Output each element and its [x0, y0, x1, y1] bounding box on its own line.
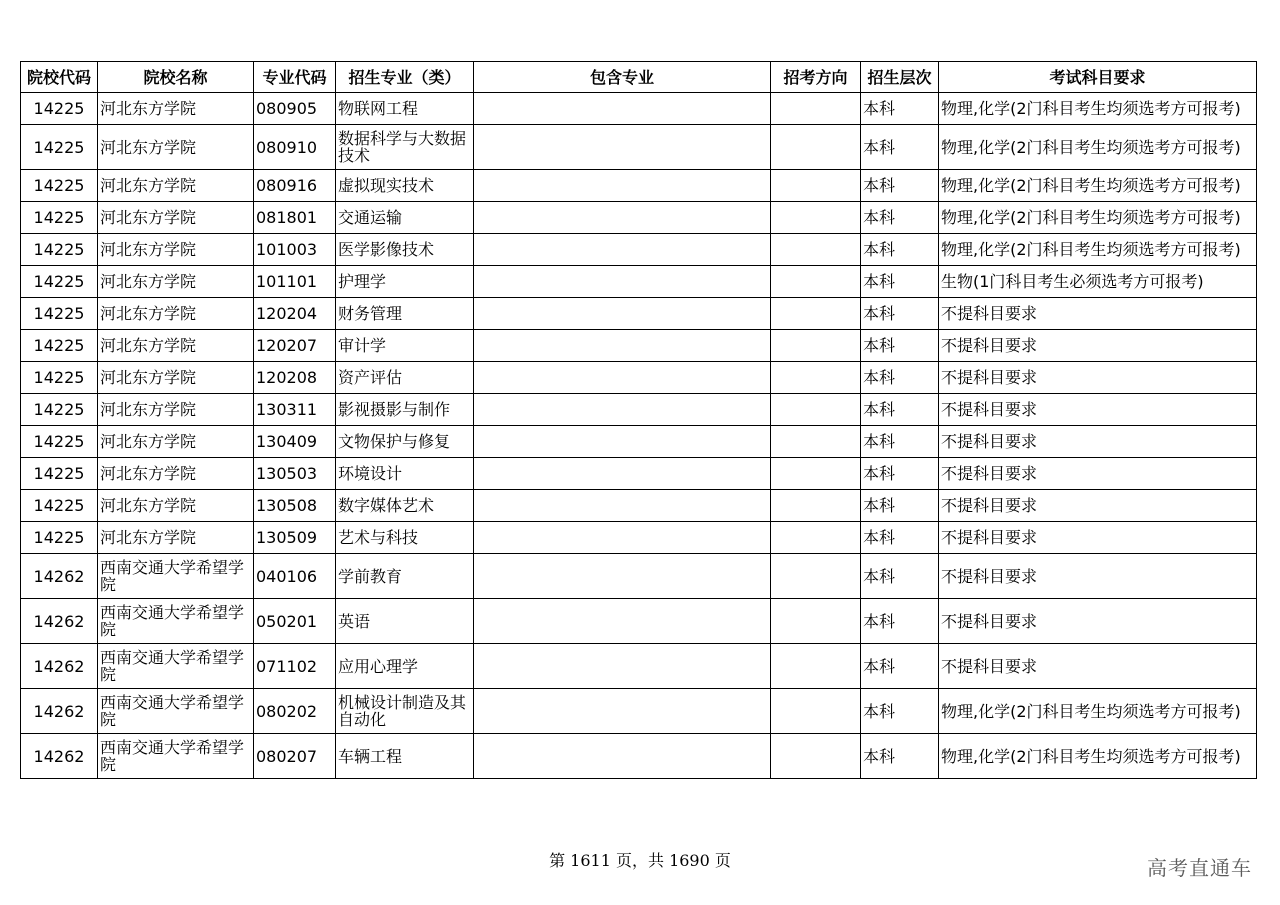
cell-included-majors	[474, 426, 771, 458]
cell-major-code: 120207	[254, 330, 336, 362]
cell-school-code: 14262	[21, 599, 98, 644]
cell-school-name: 西南交通大学希望学院	[98, 644, 254, 689]
table-row	[21, 170, 1257, 202]
cell-school-code: 14262	[21, 554, 98, 599]
cell-major: 环境设计	[336, 458, 474, 490]
cell-subject-requirement: 不提科目要求	[939, 330, 1257, 362]
cell-major: 学前教育	[336, 554, 474, 599]
cell-direction	[771, 202, 861, 234]
cell-direction	[771, 599, 861, 644]
cell-direction	[771, 554, 861, 599]
cell-school-code: 14225	[21, 394, 98, 426]
cell-major-code: 101101	[254, 266, 336, 298]
cell-included-majors	[474, 234, 771, 266]
header-direction: 招考方向	[771, 62, 861, 93]
cell-major-code: 081801	[254, 202, 336, 234]
cell-school-code: 14225	[21, 125, 98, 170]
cell-major: 物联网工程	[336, 93, 474, 125]
cell-major-code: 050201	[254, 599, 336, 644]
cell-included-majors	[474, 170, 771, 202]
cell-major: 文物保护与修复	[336, 426, 474, 458]
table-row	[21, 426, 1257, 458]
cell-included-majors	[474, 394, 771, 426]
cell-major-code: 080905	[254, 93, 336, 125]
cell-direction	[771, 266, 861, 298]
cell-subject-requirement: 物理,化学(2门科目考生均须选考方可报考)	[939, 202, 1257, 234]
admissions-table	[20, 61, 1257, 779]
cell-major-code: 071102	[254, 644, 336, 689]
cell-major: 数字媒体艺术	[336, 490, 474, 522]
cell-direction	[771, 522, 861, 554]
cell-level: 本科	[861, 599, 939, 644]
cell-school-code: 14262	[21, 734, 98, 779]
cell-school-code: 14225	[21, 490, 98, 522]
cell-school-name: 河北东方学院	[98, 426, 254, 458]
table-row	[21, 490, 1257, 522]
cell-major: 车辆工程	[336, 734, 474, 779]
cell-school-name: 河北东方学院	[98, 93, 254, 125]
cell-level: 本科	[861, 426, 939, 458]
cell-school-code: 14225	[21, 458, 98, 490]
cell-subject-requirement: 物理,化学(2门科目考生均须选考方可报考)	[939, 734, 1257, 779]
table-body	[21, 93, 1257, 779]
cell-major: 虚拟现实技术	[336, 170, 474, 202]
cell-subject-requirement: 不提科目要求	[939, 362, 1257, 394]
header-school-code: 院校代码	[21, 62, 98, 93]
header-level: 招生层次	[861, 62, 939, 93]
cell-major: 应用心理学	[336, 644, 474, 689]
table-row	[21, 362, 1257, 394]
cell-school-name: 西南交通大学希望学院	[98, 599, 254, 644]
cell-direction	[771, 458, 861, 490]
cell-school-name: 河北东方学院	[98, 458, 254, 490]
cell-subject-requirement: 不提科目要求	[939, 599, 1257, 644]
cell-major: 英语	[336, 599, 474, 644]
cell-direction	[771, 298, 861, 330]
cell-included-majors	[474, 599, 771, 644]
cell-subject-requirement: 物理,化学(2门科目考生均须选考方可报考)	[939, 234, 1257, 266]
cell-major: 交通运输	[336, 202, 474, 234]
cell-direction	[771, 170, 861, 202]
watermark-text: 高考直通车	[1147, 856, 1252, 880]
cell-major: 影视摄影与制作	[336, 394, 474, 426]
cell-direction	[771, 689, 861, 734]
cell-school-name: 河北东方学院	[98, 125, 254, 170]
header-school-name: 院校名称	[98, 62, 254, 93]
cell-major: 护理学	[336, 266, 474, 298]
page-number: 第 1611 页，共 1690 页	[549, 851, 731, 870]
cell-subject-requirement: 不提科目要求	[939, 426, 1257, 458]
cell-major-code: 120204	[254, 298, 336, 330]
header-major-code: 专业代码	[254, 62, 336, 93]
cell-subject-requirement: 不提科目要求	[939, 522, 1257, 554]
cell-subject-requirement: 不提科目要求	[939, 644, 1257, 689]
table-header-row	[21, 62, 1257, 93]
cell-school-name: 河北东方学院	[98, 490, 254, 522]
cell-major-code: 120208	[254, 362, 336, 394]
cell-major-code: 130509	[254, 522, 336, 554]
cell-school-code: 14225	[21, 362, 98, 394]
cell-level: 本科	[861, 170, 939, 202]
cell-subject-requirement: 不提科目要求	[939, 298, 1257, 330]
cell-direction	[771, 125, 861, 170]
table-row	[21, 266, 1257, 298]
cell-school-code: 14225	[21, 93, 98, 125]
header-major: 招生专业（类）	[336, 62, 474, 93]
cell-school-name: 河北东方学院	[98, 394, 254, 426]
cell-major: 艺术与科技	[336, 522, 474, 554]
cell-school-name: 西南交通大学希望学院	[98, 689, 254, 734]
cell-school-code: 14262	[21, 644, 98, 689]
cell-major: 机械设计制造及其自动化	[336, 689, 474, 734]
cell-subject-requirement: 不提科目要求	[939, 490, 1257, 522]
cell-included-majors	[474, 644, 771, 689]
cell-school-code: 14225	[21, 266, 98, 298]
cell-subject-requirement: 物理,化学(2门科目考生均须选考方可报考)	[939, 689, 1257, 734]
cell-level: 本科	[861, 298, 939, 330]
cell-level: 本科	[861, 266, 939, 298]
cell-major-code: 130409	[254, 426, 336, 458]
header-subject-requirement: 考试科目要求	[939, 62, 1257, 93]
cell-included-majors	[474, 490, 771, 522]
cell-included-majors	[474, 330, 771, 362]
cell-subject-requirement: 物理,化学(2门科目考生均须选考方可报考)	[939, 93, 1257, 125]
table-row	[21, 644, 1257, 689]
cell-subject-requirement: 不提科目要求	[939, 394, 1257, 426]
cell-direction	[771, 330, 861, 362]
cell-direction	[771, 394, 861, 426]
table-row	[21, 689, 1257, 734]
cell-level: 本科	[861, 490, 939, 522]
cell-school-code: 14225	[21, 202, 98, 234]
cell-school-code: 14225	[21, 170, 98, 202]
cell-direction	[771, 93, 861, 125]
cell-school-name: 河北东方学院	[98, 170, 254, 202]
cell-subject-requirement: 不提科目要求	[939, 554, 1257, 599]
table-row	[21, 202, 1257, 234]
cell-major-code: 080910	[254, 125, 336, 170]
cell-major: 审计学	[336, 330, 474, 362]
cell-subject-requirement: 生物(1门科目考生必须选考方可报考)	[939, 266, 1257, 298]
cell-school-code: 14225	[21, 330, 98, 362]
cell-major-code: 130508	[254, 490, 336, 522]
cell-subject-requirement: 物理,化学(2门科目考生均须选考方可报考)	[939, 125, 1257, 170]
cell-major-code: 101003	[254, 234, 336, 266]
cell-school-name: 河北东方学院	[98, 298, 254, 330]
cell-direction	[771, 234, 861, 266]
cell-school-name: 西南交通大学希望学院	[98, 734, 254, 779]
cell-included-majors	[474, 554, 771, 599]
header-included-majors: 包含专业	[474, 62, 771, 93]
table-row	[21, 554, 1257, 599]
cell-level: 本科	[861, 522, 939, 554]
cell-school-name: 西南交通大学希望学院	[98, 554, 254, 599]
cell-major: 资产评估	[336, 362, 474, 394]
cell-school-code: 14225	[21, 298, 98, 330]
cell-school-code: 14225	[21, 234, 98, 266]
cell-major-code: 130311	[254, 394, 336, 426]
table-row	[21, 394, 1257, 426]
cell-major-code: 130503	[254, 458, 336, 490]
cell-direction	[771, 734, 861, 779]
cell-school-code: 14262	[21, 689, 98, 734]
cell-level: 本科	[861, 689, 939, 734]
cell-included-majors	[474, 202, 771, 234]
cell-included-majors	[474, 125, 771, 170]
table-row	[21, 298, 1257, 330]
cell-direction	[771, 644, 861, 689]
cell-major: 医学影像技术	[336, 234, 474, 266]
cell-included-majors	[474, 266, 771, 298]
cell-level: 本科	[861, 234, 939, 266]
table-row	[21, 93, 1257, 125]
cell-level: 本科	[861, 644, 939, 689]
cell-level: 本科	[861, 394, 939, 426]
cell-school-name: 河北东方学院	[98, 362, 254, 394]
cell-included-majors	[474, 362, 771, 394]
cell-level: 本科	[861, 125, 939, 170]
table-row	[21, 734, 1257, 779]
cell-level: 本科	[861, 458, 939, 490]
table-row	[21, 330, 1257, 362]
cell-major-code: 080207	[254, 734, 336, 779]
cell-level: 本科	[861, 734, 939, 779]
cell-direction	[771, 362, 861, 394]
cell-major: 财务管理	[336, 298, 474, 330]
cell-direction	[771, 490, 861, 522]
cell-school-name: 河北东方学院	[98, 330, 254, 362]
cell-included-majors	[474, 458, 771, 490]
cell-school-name: 河北东方学院	[98, 202, 254, 234]
cell-level: 本科	[861, 362, 939, 394]
cell-major-code: 080916	[254, 170, 336, 202]
cell-level: 本科	[861, 93, 939, 125]
cell-included-majors	[474, 734, 771, 779]
cell-school-code: 14225	[21, 426, 98, 458]
cell-included-majors	[474, 522, 771, 554]
cell-school-name: 河北东方学院	[98, 266, 254, 298]
cell-level: 本科	[861, 202, 939, 234]
cell-level: 本科	[861, 330, 939, 362]
cell-included-majors	[474, 93, 771, 125]
cell-school-name: 河北东方学院	[98, 522, 254, 554]
cell-major-code: 080202	[254, 689, 336, 734]
table-row	[21, 599, 1257, 644]
table-row	[21, 458, 1257, 490]
cell-level: 本科	[861, 554, 939, 599]
cell-included-majors	[474, 298, 771, 330]
table-row	[21, 125, 1257, 170]
cell-subject-requirement: 物理,化学(2门科目考生均须选考方可报考)	[939, 170, 1257, 202]
table-row	[21, 522, 1257, 554]
cell-major-code: 040106	[254, 554, 336, 599]
cell-school-name: 河北东方学院	[98, 234, 254, 266]
cell-included-majors	[474, 689, 771, 734]
cell-direction	[771, 426, 861, 458]
cell-major: 数据科学与大数据技术	[336, 125, 474, 170]
table-row	[21, 234, 1257, 266]
cell-school-code: 14225	[21, 522, 98, 554]
cell-subject-requirement: 不提科目要求	[939, 458, 1257, 490]
